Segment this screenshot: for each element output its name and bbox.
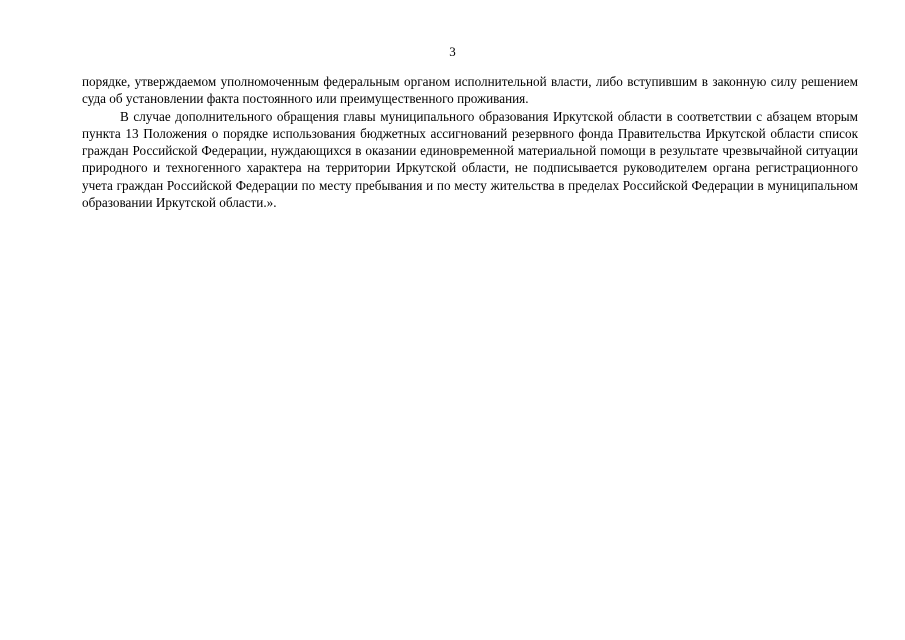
paragraph-continuation: порядке, утверждаемом уполномоченным федеральным органом исполнительной власти, либо вступившим в законную силу решением суда об установлении факта постоянного или преимущественного проживания. — [82, 74, 858, 107]
page-number: 3 — [449, 44, 456, 59]
paragraph-additional-request: В случае дополнительного обращения главы муниципального образования Иркутской области в соответствии с абзацем вторым пункта 13 Положения о порядке использования бюджетных ассигнований резервного фонда Правительства Иркутской области список граждан Российской Федерации, нуждающихся в оказании единовременной материальной помощи в результате чрезвычайной ситуации природного и техногенного характера на территории Иркутской области, не подписывается руководителем органа регистрационного учета граждан Российской Федерации по месту пребывания и по месту жительства в пределах Российской Федерации в муниципальном образовании Иркутской области.». — [82, 108, 858, 211]
body-text — [82, 73, 858, 211]
